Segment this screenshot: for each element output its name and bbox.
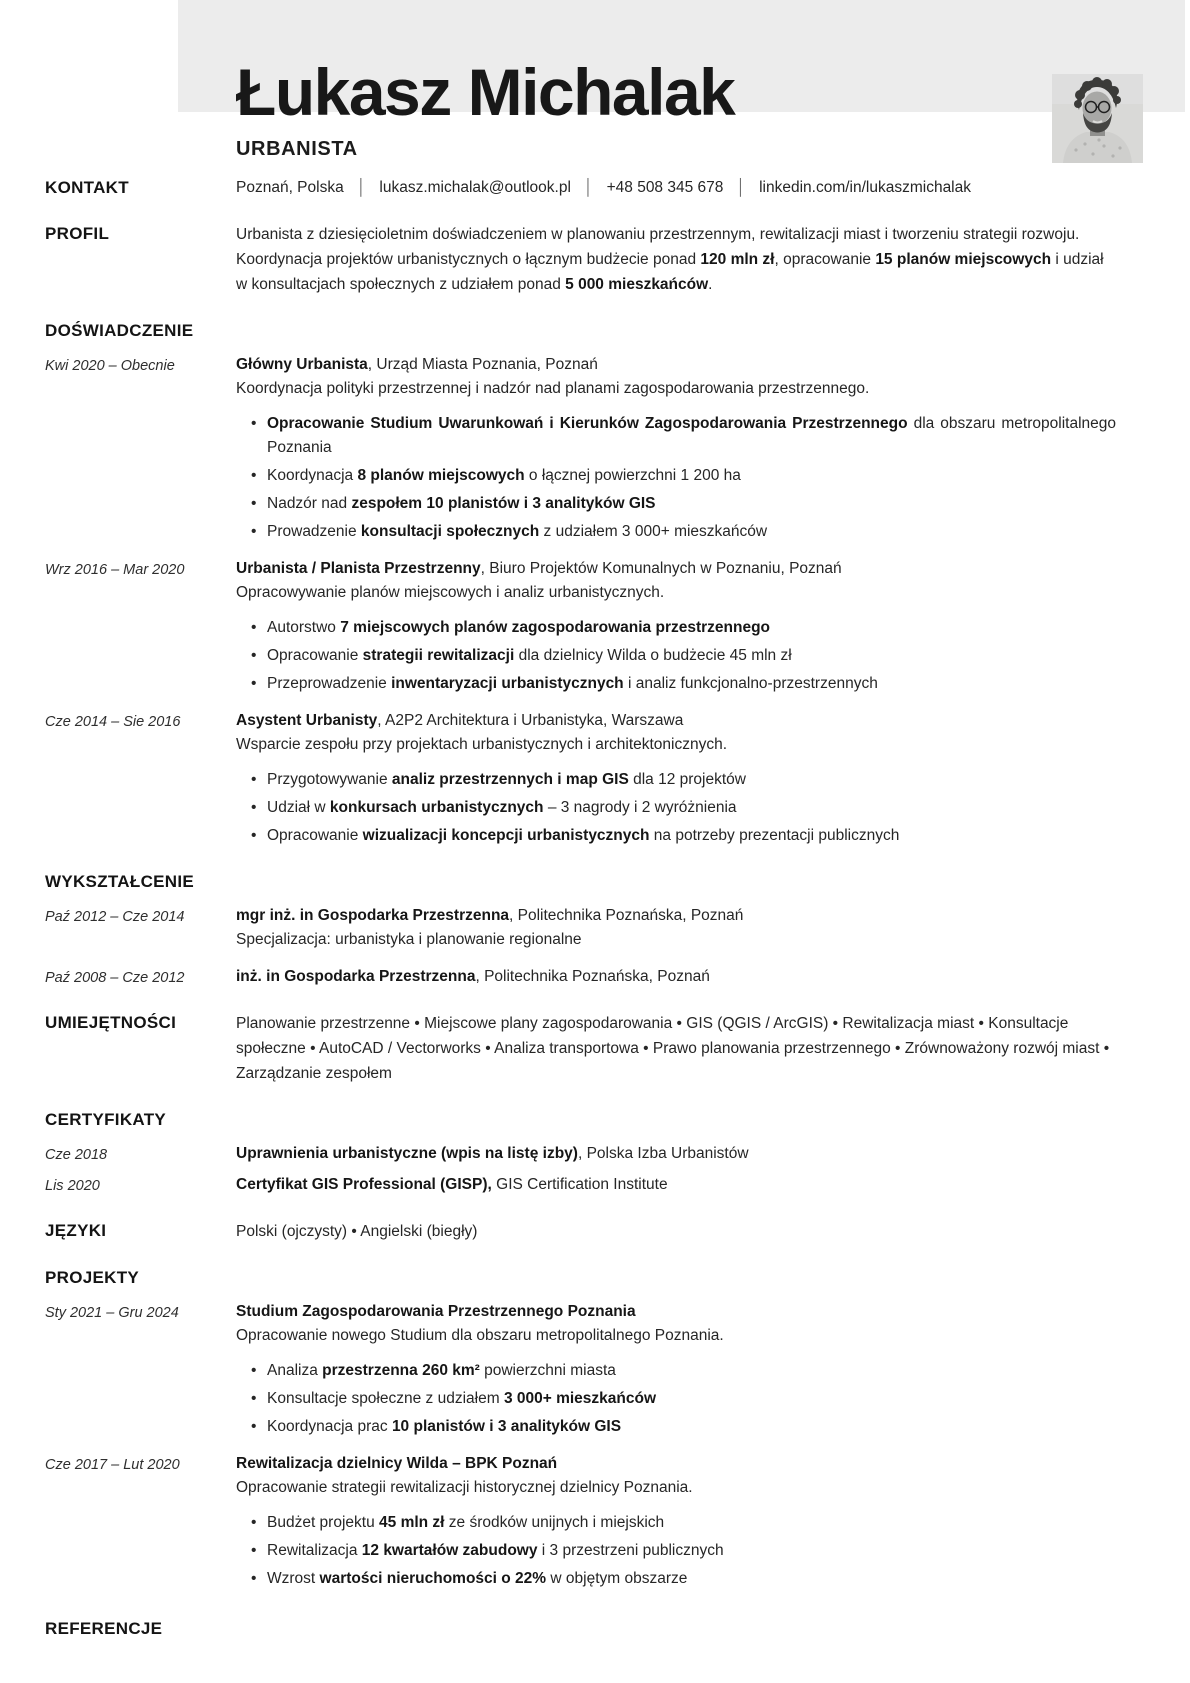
entry-title: Rewitalizacja dzielnicy Wilda – BPK Poznań — [236, 1455, 558, 1472]
section-label-profil: PROFIL — [45, 224, 110, 243]
contact-separator: │ — [583, 179, 594, 196]
entry-title: Studium Zagospodarowania Przestrzennego Poznania — [236, 1303, 636, 1320]
profile-summary: Urbanista z dziesięcioletnim doświadczeniem w planowaniu przestrzennym, rewitalizacji miast i tworzeniu strategii rozwoju. Koordynacja projektów urbanistycznych o łącznym budżecie ponad 120 mln zł, opracowanie 15 planów miejscowych i udział w konsultacjach społecznych z udziałem ponad 5 000 mieszkańców. — [236, 226, 1104, 293]
entry-date: Cze 2018 — [45, 1147, 108, 1163]
entry-description: Specjalizacja: urbanistyka i planowanie regionalne — [236, 931, 582, 948]
section-projects-header — [0, 1266, 1190, 1288]
entry-description: Wsparcie zespołu przy projektach urbanistycznych i architektonicznych. — [236, 736, 728, 753]
bullet-item: • Koordynacja prac 10 planistów i 3 analityków GIS — [250, 1415, 1116, 1439]
entry-title: Certyfikat GIS Professional (GISP), GIS Certification Institute — [236, 1176, 668, 1193]
section-profile — [0, 222, 1190, 297]
entry-date: Paź 2008 – Cze 2012 — [45, 970, 185, 986]
entry-title: Uprawnienia urbanistyczne (wpis na listę izby), Polska Izba Urbanistów — [236, 1145, 749, 1162]
bullet-item: • Przeprowadzenie inwentaryzacji urbanistycznych i analiz funkcjonalno-przestrzennych — [250, 672, 1116, 696]
bullet-list — [250, 616, 1116, 696]
bullet-item: • Prowadzenie konsultacji społecznych z udziałem 3 000+ mieszkańców — [250, 520, 1116, 544]
section-label-doswiadczenie: DOŚWIADCZENIE — [45, 321, 194, 340]
entry-description: Koordynacja polityki przestrzennej i nadzór nad planami zagospodarowania przestrzennego. — [236, 380, 870, 397]
skills-list: Planowanie przestrzenne • Miejscowe plany zagospodarowania • GIS (QGIS / ArcGIS) • Rewitalizacja miast • Konsultacje społeczne • AutoCAD / Vectorworks • Analiza transportowa • Prawo planowania przestrzennego • Zrównoważony rozwój miast • Zarządzanie zespołem — [236, 1015, 1110, 1082]
entry-title: Urbanista / Planista Przestrzenny, Biuro Projektów Komunalnych w Poznaniu, Poznań — [236, 560, 842, 577]
section-label-umiejetnosci: UMIEJĘTNOŚCI — [45, 1013, 177, 1032]
entry-date: Cze 2017 – Lut 2020 — [45, 1457, 180, 1473]
experience-entry — [0, 557, 1190, 696]
certificate-entry — [0, 1173, 1190, 1197]
contact-item: +48 508 345 678 — [606, 179, 724, 196]
contact-separator: │ — [356, 179, 367, 196]
experience-entry — [0, 709, 1190, 848]
job-role: URBANISTA — [236, 138, 358, 160]
section-skills — [0, 1011, 1190, 1086]
education-entry — [0, 965, 1190, 989]
section-contact — [0, 176, 1190, 200]
bullet-item: • Analiza przestrzenna 260 km² powierzchni miasta — [250, 1359, 1116, 1383]
entry-title: Główny Urbanista, Urząd Miasta Poznania, Poznań — [236, 356, 598, 373]
entry-date: Paź 2012 – Cze 2014 — [45, 909, 185, 925]
contact-item: Poznań, Polska — [236, 179, 344, 196]
bullet-item: • Budżet projektu 45 mln zł ze środków unijnych i miejskich — [250, 1511, 1116, 1535]
section-label-jezyki: JĘZYKI — [45, 1221, 107, 1240]
section-certificates-header — [0, 1108, 1190, 1130]
entry-date: Kwi 2020 – Obecnie — [45, 358, 175, 374]
entry-date: Sty 2021 – Gru 2024 — [45, 1305, 179, 1321]
bullet-item: • Konsultacje społeczne z udziałem 3 000+ mieszkańców — [250, 1387, 1116, 1411]
contact-item: linkedin.com/in/lukaszmichalak — [759, 179, 971, 196]
project-entry — [0, 1300, 1190, 1439]
education-entry — [0, 904, 1190, 952]
certificate-entry — [0, 1142, 1190, 1166]
bullet-item: • Udział w konkursach urbanistycznych – 3 nagrody i 2 wyróżnienia — [250, 796, 1116, 820]
bullet-list — [250, 1511, 1116, 1591]
section-experience-header — [0, 319, 1190, 341]
bullet-item: • Przygotowywanie analiz przestrzennych i map GIS dla 12 projektów — [250, 768, 1116, 792]
section-label-referencje: REFERENCJE — [45, 1619, 163, 1638]
entry-date: Wrz 2016 – Mar 2020 — [45, 562, 185, 578]
bullet-list — [250, 1359, 1116, 1439]
bullet-item: • Koordynacja 8 planów miejscowych o łącznej powierzchni 1 200 ha — [250, 464, 1116, 488]
section-languages — [0, 1219, 1190, 1244]
contact-line — [236, 176, 1116, 200]
bullet-item: • Opracowanie strategii rewitalizacji dla dzielnicy Wilda o budżecie 45 mln zł — [250, 644, 1116, 668]
bullet-item: • Opracowanie Studium Uwarunkowań i Kierunków Zagospodarowania Przestrzennego dla obszaru metropolitalnego Poznania — [250, 412, 1116, 460]
entry-description: Opracowanie strategii rewitalizacji historycznej dzielnicy Poznania. — [236, 1479, 693, 1496]
section-label-kontakt: KONTAKT — [45, 178, 129, 197]
bullet-item: • Opracowanie wizualizacji koncepcji urbanistycznych na potrzeby prezentacji publicznych — [250, 824, 1116, 848]
entry-date: Lis 2020 — [45, 1178, 100, 1194]
entry-title: inż. in Gospodarka Przestrzenna, Politechnika Poznańska, Poznań — [236, 968, 710, 985]
entry-description: Opracowanie nowego Studium dla obszaru metropolitalnego Poznania. — [236, 1327, 724, 1344]
project-entry — [0, 1452, 1190, 1591]
contact-separator: │ — [736, 179, 747, 196]
entry-title: Asystent Urbanisty, A2P2 Architektura i Urbanistyka, Warszawa — [236, 712, 684, 729]
bullet-item: • Autorstwo 7 miejscowych planów zagospodarowania przestrzennego — [250, 616, 1116, 640]
bullet-item: • Wzrost wartości nieruchomości o 22% w objętym obszarze — [250, 1567, 1116, 1591]
entry-title: mgr inż. in Gospodarka Przestrzenna, Politechnika Poznańska, Poznań — [236, 907, 744, 924]
section-references — [0, 1617, 1190, 1639]
entry-description: Opracowywanie planów miejscowych i analiz urbanistycznych. — [236, 584, 665, 601]
section-label-projekty: PROJEKTY — [45, 1268, 140, 1287]
experience-entry — [0, 353, 1190, 544]
person-name: Łukasz Michalak — [236, 55, 735, 129]
header — [0, 0, 1190, 161]
section-label-wyksztalcenie: WYKSZTAŁCENIE — [45, 872, 195, 891]
section-education-header — [0, 870, 1190, 892]
entry-date: Cze 2014 – Sie 2016 — [45, 714, 181, 730]
bullet-item: • Nadzór nad zespołem 10 planistów i 3 analityków GIS — [250, 492, 1116, 516]
languages-list: Polski (ojczysty) • Angielski (biegły) — [236, 1223, 478, 1240]
bullet-list — [250, 768, 1116, 848]
bullet-item: • Rewitalizacja 12 kwartałów zabudowy i 3 przestrzeni publicznych — [250, 1539, 1116, 1563]
section-label-certyfikaty: CERTYFIKATY — [45, 1110, 167, 1129]
bullet-list — [250, 412, 1116, 544]
contact-item: lukasz.michalak@outlook.pl — [379, 179, 571, 196]
